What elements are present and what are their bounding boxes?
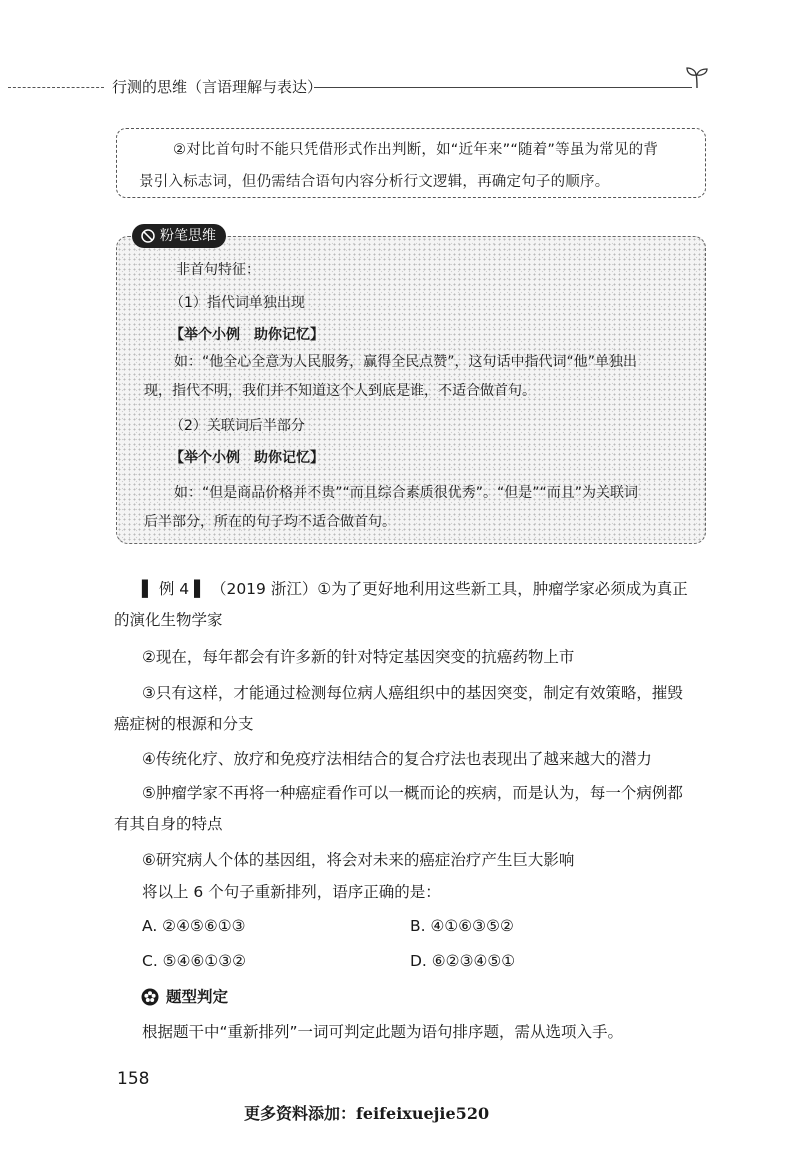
question-line: ⑤肿瘤学家不再将一种癌症看作可以一概而论的疾病，而是认为，每一个病例都	[142, 784, 683, 802]
no-entry-icon	[140, 228, 156, 244]
header-rule-right	[314, 87, 692, 88]
bracket-bar-icon: ▌	[142, 580, 154, 598]
header-rule-left	[8, 87, 104, 88]
thinking-line: 如：“但是商品价格并不贵”“而且综合素质很优秀”。“但是”“而且”为关联词	[174, 485, 639, 501]
question-header	[142, 577, 688, 601]
question-line: ②现在，每年都会有许多新的针对特定基因突变的抗癌药物上市	[142, 648, 575, 666]
option-b: B. ④①⑥③⑤②	[410, 917, 514, 935]
thinking-line: 【举个小例 助你记忆】	[170, 327, 324, 343]
question-line: ③只有这样，才能通过检测每位病人癌组织中的基因突变，制定有效策略，摧毁	[142, 684, 683, 702]
header-title: 行测的思维（言语理解与表达）	[112, 78, 323, 96]
option-a: A. ②④⑤⑥①③	[142, 917, 246, 935]
question-line: ①为了更好地利用这些新工具，肿瘤学家必须成为真正	[317, 580, 688, 598]
thinking-line: 非首句特征：	[176, 262, 260, 278]
question-line: 的演化生物学家	[114, 611, 223, 629]
sprout-icon	[684, 64, 710, 90]
thinking-line: （2）关联词后半部分	[170, 418, 305, 434]
flower-icon	[141, 988, 159, 1006]
thinking-line: 后半部分，所在的句子均不适合做首句。	[144, 514, 396, 530]
bracket-bar-icon: ▌	[194, 580, 207, 598]
running-header	[0, 76, 800, 100]
question-line: 有其自身的特点	[114, 815, 223, 833]
section-title: 题型判定	[166, 988, 229, 1006]
note-line: 景引入标志词，但仍需结合语句内容分析行文逻辑，再确定句子的顺序。	[139, 174, 610, 190]
question-line: ⑥研究病人个体的基因组，将会对未来的癌症治疗产生巨大影响	[142, 851, 575, 869]
analysis-text: 根据题干中“重新排列”一词可判定此题为语句排序题，需从选项入手。	[142, 1023, 624, 1041]
thinking-line: 现，指代不明，我们并不知道这个人到底是谁，不适合做首句。	[144, 383, 536, 399]
question-line: 癌症树的根源和分支	[114, 715, 254, 733]
page-number: 158	[117, 1069, 150, 1089]
thinking-badge-label: 粉笔思维	[160, 228, 216, 244]
note-line: ②对比首句时不能只凭借形式作出判断，如“近年来”“随着”等虽为常见的背	[173, 142, 659, 158]
option-c: C. ⑤④⑥①③②	[142, 952, 247, 970]
thinking-badge	[132, 224, 226, 248]
question-line: ④传统化疗、放疗和免疫疗法相结合的复合疗法也表现出了越来越大的潜力	[142, 750, 652, 768]
thinking-line: 如：“他全心全意为人民服务，赢得全民点赞”，这句话中指代词“他”单独出	[174, 354, 638, 370]
question-source: （2019 浙江）	[210, 580, 318, 598]
note-box	[116, 128, 706, 198]
thinking-line: 【举个小例 助你记忆】	[170, 450, 324, 466]
option-d: D. ⑥②③④⑤①	[410, 952, 516, 970]
question-prompt: 将以上 6 个句子重新排列，语序正确的是：	[142, 883, 441, 901]
footer-note: 更多资料添加：feifeixuejie520	[244, 1104, 490, 1123]
question-label: 例 4	[158, 580, 190, 598]
thinking-line: （1）指代词单独出现	[170, 295, 305, 311]
